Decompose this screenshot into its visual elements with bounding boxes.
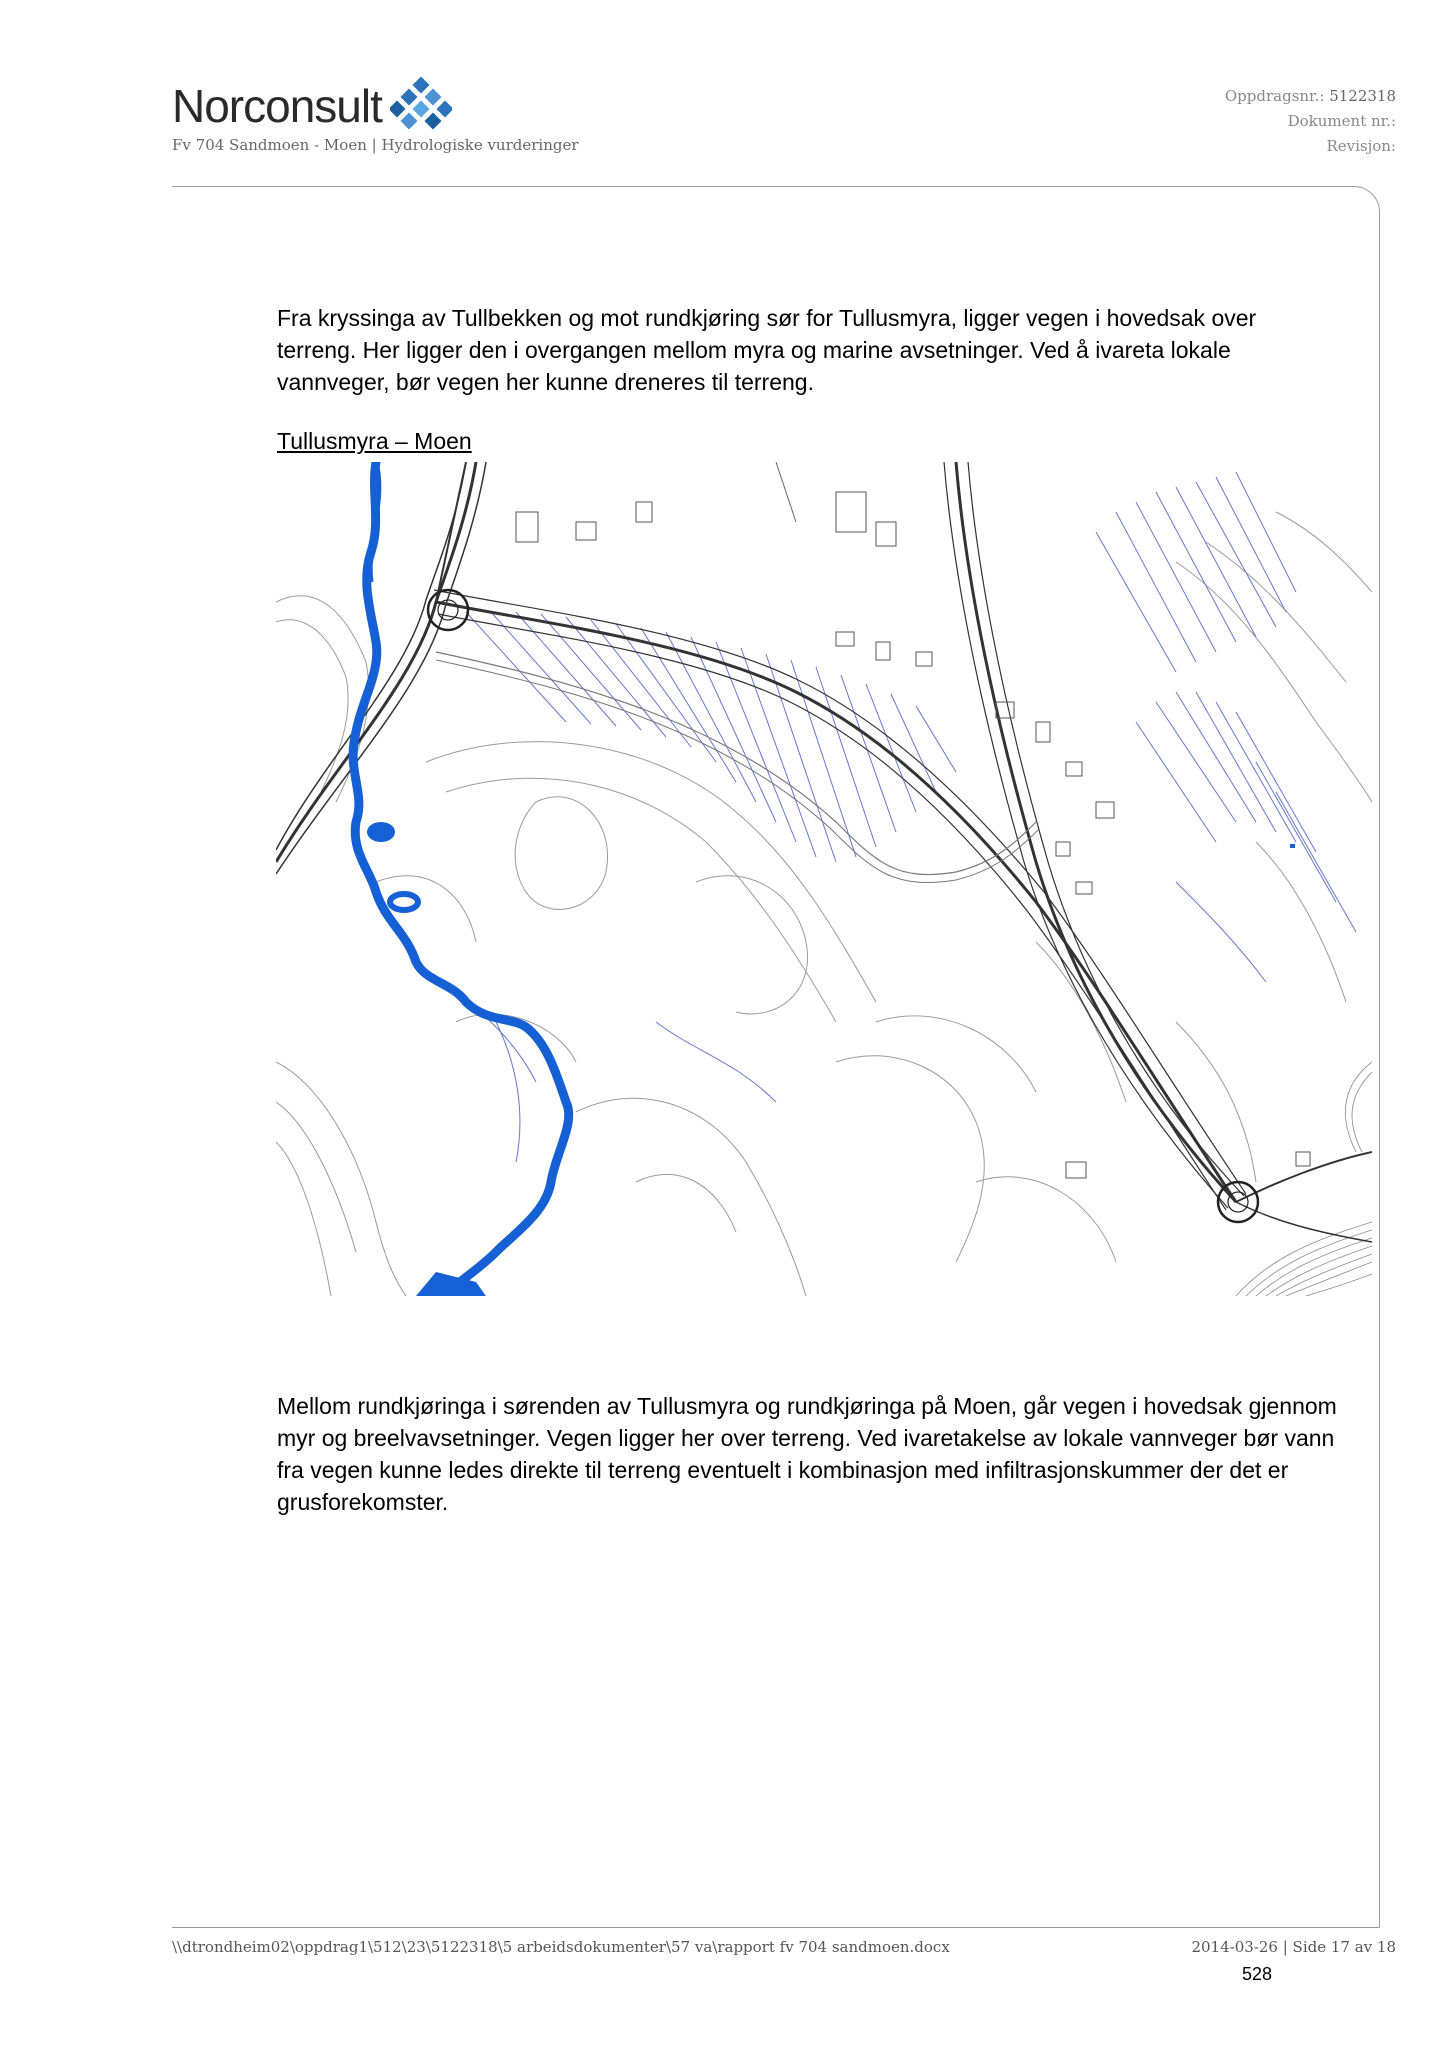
pond (367, 822, 395, 842)
roundabouts (428, 590, 1258, 1222)
page-number: 528 (1242, 1964, 1273, 1984)
steep-slope-contours (1236, 1062, 1372, 1296)
paragraph-2: Mellom rundkjøringa i sørenden av Tullusmyra og rundkjøringa på Moen, går vegen i hovedsak gjennom myr og breelvavsetninger. Vegen ligger her over terreng. Ved ivaretakelse av lokale vannveger bør vann fra vegen kunne ledes direkte til terreng eventuelt i kombinasjon med infiltrasjonskummer der det er grusforekomster. (277, 1393, 1337, 1515)
streams (436, 882, 1266, 1162)
footer-file-path: \\dtrondheim02\oppdrag1\512\23\5122318\5 arbeidsdokumenter\57 va\rapport fv 704 sandmoen.docx (172, 1938, 950, 1956)
company-logo (172, 76, 452, 136)
map-drawing (276, 462, 1372, 1296)
document-subtitle: Fv 704 Sandmoen - Moen | Hydrologiske vurderinger (172, 136, 579, 154)
road-map-figure (276, 462, 1372, 1296)
section-heading: Tullusmyra – Moen (277, 428, 472, 454)
norconsult-diamond-icon (390, 77, 452, 135)
document-info (1225, 84, 1396, 159)
river-meander (390, 894, 418, 910)
document-number-label: Dokument nr.: (1287, 112, 1396, 130)
river-mouth (416, 1272, 486, 1296)
water-marker (1290, 844, 1295, 848)
assignment-number: Oppdragsnr.: 5122318 (1224, 87, 1396, 105)
footer-date-page: 2014-03-26 | Side 17 av 18 (1191, 1938, 1396, 1956)
paragraph-1: Fra kryssinga av Tullbekken og mot rundkjøring sør for Tullusmyra, ligger vegen i hovedsak over terreng. Her ligger den i overgangen mellom myra og marine avsetninger. Ved å ivareta lokale vannveger, bør vegen her kunne dreneres til terreng. (277, 305, 1257, 395)
buildings (516, 492, 1310, 1178)
road-alignment (276, 462, 1372, 1242)
company-name: Norconsult (172, 80, 382, 132)
revision-label: Revisjon: (1326, 137, 1396, 155)
